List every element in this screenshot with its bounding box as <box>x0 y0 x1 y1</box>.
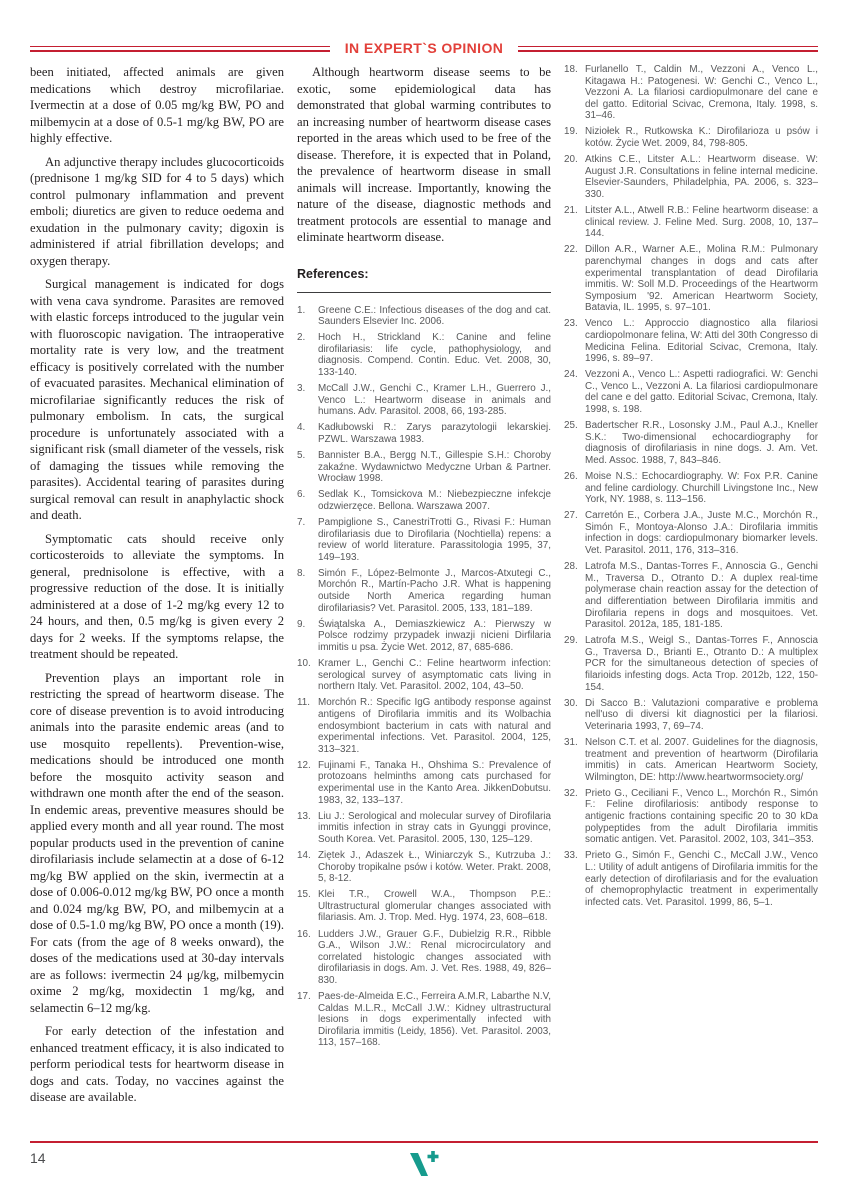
references-list-18-33 <box>564 64 818 908</box>
reference-text: Badertscher R.R., Losonsky J.M., Paul A.J., Kneller S.K.: Two-dimensional echocardiography for diagnosis of dirofilariasis in nine dogs. J. Am. Vet. Med. Assoc. 1988, 7, 843–846. <box>585 420 818 466</box>
reference-item <box>564 420 818 466</box>
reference-item <box>564 318 818 364</box>
reference-number: 8. <box>297 567 306 579</box>
reference-number: 1. <box>297 304 306 316</box>
reference-text: Fujinami F., Tanaka H., Ohshima S.: Prevalence of protozoans helminths among cats purchased for experimental use in the Kanto Area. JikkenDobutsu. 1983, 32, 133–137. <box>318 759 551 806</box>
references-rule <box>297 292 551 293</box>
reference-text: Dillon A.R., Warner A.E., Molina R.M.: Pulmonary parenchymal changes in dogs and cats after experimental transplantation of dead Dirofilaria immitis. W: Soll M.D. Proceedings of the Heartworm Symposium '92. American Heartworm Society, Batavia, IL. 1995, s. 97–101. <box>585 244 818 314</box>
reference-text: Latrofa M.S., Dantas-Torres F., Annoscia G., Genchi M., Traversa D., Otranto D.: A duplex real-time polymerase chain reaction assay for the detection of and differentiation between Dirofilaria immitis and Dirofilaria repens in dogs and mosquitoes. Vet. Parasitol. 2012a, 185, 181-185. <box>585 561 818 631</box>
reference-number: 21. <box>564 205 578 217</box>
reference-number: 12. <box>297 759 311 771</box>
reference-number: 7. <box>297 517 306 528</box>
reference-number: 11. <box>297 697 310 709</box>
reference-number: 10. <box>297 658 311 670</box>
reference-number: 27. <box>564 510 578 522</box>
reference-text: Hoch H., Strickland K.: Canine and feline dirofilariasis: life cycle, pathophysiology, and diagnosis. Compend. Contin. Educ. Vet. 2008, 30, 133-140. <box>318 332 551 378</box>
reference-number: 4. <box>297 422 306 434</box>
reference-item <box>564 126 818 149</box>
reference-text: Di Sacco B.: Valutazioni comparative e problema nell'uso di diversi kit diagnostici per la filariosi. Veterinaria 1993, 7, 69–74. <box>585 697 818 732</box>
reference-number: 23. <box>564 318 578 330</box>
reference-text: Klei T.R., Crowell W.A., Thompson P.E.: Ultrastructural glomerular changes associated with filariasis. Am. J. Trop. Med. Hyg. 1974, 23, 608–618. <box>318 889 551 924</box>
text-column-left <box>30 64 284 1140</box>
body-paragraph: Surgical management is indicated for dogs with vena cava syndrome. Parasites are removed with elastic forceps introduced to the jugular vein with fluoroscopic navigation. The intraoperative mortality rate is very low, and the treatment efficacy is positively correlated with the number of evacuated parasites. Mechanical elimination of microfilariae significantly reduces the risk of pulmonary embolism. In cats, the surgical procedure is unfortunately associated with a significant risk (small diameter of the vessels, risk of damaging the tissues while removing the parasites). Accidental tearing of parasites during surgical removal can result in anaphylactic shock and death. <box>30 277 284 522</box>
reference-item <box>297 811 551 846</box>
reference-number: 26. <box>564 471 578 482</box>
reference-number: 14. <box>297 849 311 861</box>
references-heading: References: <box>297 266 369 281</box>
body-paragraph: An adjunctive therapy includes glucocorticoids (prednisone 1 mg/kg SID for 4 to 5 days) which control pulmonary inflammation and prevent emboli; diuretics are given to reduce oedema and exudation in the pulmonary cavity; digoxin is administered if atrial fibrillation develops; and oxygen therapy. <box>30 154 284 268</box>
reference-text: Morchón R.: Specific IgG antibody response against antigens of Dirofilaria immitis and its Wolbachia endosymbiont bacterium in cats with natural and experimental infections. Vet. Parasitol. 2004, 125, 313–321. <box>318 697 551 755</box>
reference-item <box>564 369 818 415</box>
reference-item <box>297 422 551 445</box>
reference-number: 33. <box>564 850 578 862</box>
reference-text: Paes-de-Almeida E.C., Ferreira A.M.R, Labarthe N.V, Caldas M.L.R., McCall J.W.: Kidney ultrastructural lesions in dogs experimentally infected with Dirofilaria immitis (Leidy, 1856). Vet. Parasitol. 2003, 113, 157–168. <box>318 990 551 1049</box>
references-list-1-17 <box>297 305 551 1049</box>
reference-text: Venco L.: Approccio diagnostico alla filariosi cardiopolmonare felina, W: Atti del 30th Congresso di Medicina Felina. Editorial Scivac, Cremona, Italy. 1996, s. 89–97. <box>585 318 818 365</box>
reference-item <box>564 154 818 200</box>
reference-text: McCall J.W., Genchi C., Kramer L.H., Guerrero J., Venco L.: Heartworm disease in animals and humans. Adv. Parasitol. 2008, 66, 193-285. <box>318 383 551 418</box>
reference-item <box>564 64 818 122</box>
reference-text: Kramer L., Genchi C.: Feline heartworm infection: serological survey of asymptomatic cats living in northern Italy. Vet. Parasitol. 2002, 104, 43–50. <box>318 658 551 693</box>
reference-item <box>297 991 551 1049</box>
reference-item <box>564 737 818 783</box>
reference-number: 16. <box>297 928 311 940</box>
reference-text: Furlanello T., Caldin M., Vezzoni A., Venco L., Kitagawa H.: Patogenesi. W: Genchi C., Venco L., Vezzoni A. La filariosi cardiopulmonare del cane e del gatto. Editorial Scivac, Cremona, Italy. 1998, s. 31–46. <box>585 64 818 122</box>
section-header <box>30 41 818 57</box>
intro-paragraph: Although heartworm disease seems to be exotic, some epidemiological data has demonstrated that global warming contributes to an increasing number of heartworm disease cases reported in the areas which used to be free of the disease. Therefore, it is expected that in Poland, the prevalence of heartworm disease in small animals will increase. Importantly, knowing the nature of the disease, diagnostic methods and treatment protocols are essential to manage and eliminate heartworm disease. <box>297 65 551 244</box>
section-title: IN EXPERT`S OPINION <box>344 40 504 56</box>
reference-number: 13. <box>297 810 311 822</box>
reference-text: Nelson C.T. et al. 2007. Guidelines for the diagnosis, treatment and prevention of heartworm (Dirofilaria immitis) in cats. American Heartworm Society, Wilmington, DE: http://www.heartwormsociety.org/ <box>585 736 818 783</box>
header-rule-right <box>518 46 818 52</box>
reference-item <box>297 619 551 654</box>
text-column-right <box>564 64 818 1140</box>
reference-item <box>564 471 818 506</box>
reference-item <box>297 383 551 418</box>
body-paragraph: been initiated, affected animals are given medications which destroy microfilariae. Ivermectin at a dose of 0.05 mg/kg BW, PO and milbemycin at a dose of 0.5-1 mg/kg BW, PO are highly effective. <box>30 65 284 145</box>
reference-item <box>564 635 818 693</box>
v-plus-logo-icon <box>407 1149 441 1179</box>
reference-item <box>297 450 551 485</box>
reference-number: 17. <box>297 990 311 1002</box>
reference-number: 28. <box>564 561 578 573</box>
reference-number: 20. <box>564 154 578 166</box>
reference-item <box>297 697 551 755</box>
page-number: 14 <box>30 1150 46 1166</box>
reference-number: 9. <box>297 618 306 630</box>
footer-rule <box>30 1141 818 1143</box>
reference-item <box>564 698 818 733</box>
body-paragraph: For early detection of the infestation and enhanced treatment efficacy, it is also indicated to perform periodical tests for heartworm disease in dogs and cats. Today, no vaccines against the disease are available. <box>30 1024 284 1104</box>
reference-number: 22. <box>564 244 578 256</box>
reference-text: Kadłubowski R.: Zarys parazytologii lekarskiej. PZWL. Warszawa 1983. <box>318 422 551 445</box>
reference-text: Prieto G., Ceciliani F., Venco L., Morchón R., Simón F.: Feline dirofilariosis: antibody response to antigenic fractions containing specific 20 to 30 kDa polypeptides from the adult Dirofilaria immitis somatic antigen. Vet. Parasitol. 2002, 103, 341–353. <box>585 787 818 846</box>
reference-number: 24. <box>564 369 578 381</box>
reference-text: Ludders J.W., Grauer G.F., Dubielzig R.R., Ribble G.A., Wilson J.W.: Renal microcirculatory and correlated histologic changes associated with dirofilariasis in dogs. Am. J. Vet. Res. 1988, 49, 826–830. <box>318 928 551 986</box>
reference-number: 3. <box>297 383 306 395</box>
reference-number: 31. <box>564 736 578 748</box>
reference-item <box>564 510 818 556</box>
reference-number: 29. <box>564 635 578 647</box>
reference-text: Liu J.: Serological and molecular survey of Dirofilaria immitis infection in stray cats in Gyunggi province, South Korea. Vet. Parasitol. 2005, 130, 125–129. <box>318 810 551 845</box>
reference-text: Vezzoni A., Venco L.: Aspetti radiografici. W: Genchi C., Venco L., Vezzoni A. La filariosi cardiopulmonare del cane e del gatto. Editorial Scivac, Cremona, Italy. 1998, s. 198. <box>585 369 818 416</box>
reference-number: 32. <box>564 787 578 799</box>
reference-item <box>297 929 551 987</box>
reference-text: Niziołek R., Rutkowska K.: Dirofilarioza u psów i kotów. Życie Wet. 2009, 84, 798-805. <box>585 126 818 150</box>
reference-text: Prieto G., Simón F., Genchi C., McCall J.W., Venco L.: Utility of adult antigens of Dirofilaria immitis for the early detection of dirofilariasis and for the evaluation of chemoprophylactic treatment in experimentally infected cats. Vet. Parasitol. 1999, 86, 5–1. <box>585 850 818 908</box>
reference-number: 25. <box>564 420 578 432</box>
reference-text: Latrofa M.S., Weigl S., Dantas-Torres F., Annoscia G., Traversa D., Brianti E., Otranto D.: A multiplex PCR for the simultaneous detection of species of filarioids infesting dogs. Acta Trop. 2012b, 122, 150-154. <box>585 635 818 693</box>
header-rule-left <box>30 46 330 52</box>
reference-text: Atkins C.E., Litster A.L.: Heartworm disease. W: August J.R. Consultations in feline internal medicine. Elsevier-Saunders, Philadelphia, PA. 2006, s. 323–330. <box>585 154 818 200</box>
reference-text: Świątalska A., Demiaszkiewicz A.: Pierwszy w Polsce rodzimy przypadek inwazji nicieni Dirfilaria immitis u psa. Życie Wet. 2012, 87, 685-686. <box>318 618 551 653</box>
reference-text: Ziętek J., Adaszek Ł., Winiarczyk S., Kutrzuba J.: Choroby tropikalne psów i kotów. Weter. Prakt. 2008, 5, 8-12. <box>318 849 551 885</box>
reference-item <box>297 760 551 806</box>
body-paragraph: Symptomatic cats should receive only corticosteroids to alleviate the symptoms. In general, prednisolone is effective, with a progressive reduction of the dose. It is initially administered at a dose of 1-2 mg/kg every 12 to 24 hours, and then, 0.5 mg/kg is given every 2 days for 2 weeks. If the symptoms relapse, the treatment should be repeated. <box>30 531 284 661</box>
text-column-middle <box>297 64 551 1140</box>
reference-item <box>297 889 551 924</box>
reference-item <box>564 244 818 314</box>
reference-number: 6. <box>297 489 306 501</box>
reference-item <box>297 658 551 693</box>
reference-item <box>297 568 551 614</box>
body-paragraph: Prevention plays an important role in restricting the spread of heartworm disease. The core of disease prevention is to avoid introducing animals into the parasite endemic areas (and to use mosquito repellents). Prevention-wise, medications should be introduced one month before the mosquito activity season and withdrawn one month after the end of the season. In endemic areas, preventive measures should be applied every month and all year round. The most popular products used in the prevention of canine dirofilariasis include selamectin at a dose of 6-12 mg/kg BW applied on the skin, ivermectin at a dose of 0.006-0.012 mg/kg BW, PO once a month and 0.024 mg/kg BW, PO, and milbemycin at a dose of 0.5-1.0 mg/kg BW, PO once a month (19). For cats (from the age of 8 weeks onward), the doses of the medications used at 30-day intervals are as follows: ivermectin 24 μg/kg, milbemycin oxime 2 mg/kg, moxidectin 1 mg/kg, and selamectin 6–12 mg/kg. <box>30 670 284 1015</box>
reference-number: 5. <box>297 450 306 462</box>
reference-number: 18. <box>564 64 578 75</box>
reference-number: 2. <box>297 332 306 344</box>
reference-item <box>564 205 818 240</box>
reference-item <box>297 517 551 563</box>
reference-text: Sedlak K., Tomsickova M.: Niebezpieczne infekcje odzwierzęce. Bellona. Warszawa 2007. <box>318 489 551 512</box>
publisher-logo <box>407 1149 441 1179</box>
reference-text: Litster A.L., Atwell R.B.: Feline heartworm disease: a clinical review. J. Feline Med. Surg. 2008, 10, 137–144. <box>585 205 818 240</box>
reference-item <box>297 332 551 378</box>
reference-item <box>297 305 551 328</box>
reference-item <box>564 788 818 846</box>
reference-text: Carretón E., Corbera J.A., Juste M.C., Morchón R., Simón F., Montoya-Alonso J.A.: Dirofilaria immitis infection in dogs: cardiopulmonary biomarker levels. Vet. Parasitol. 2011, 176, 313–316. <box>585 510 818 557</box>
reference-text: Greene C.E.: Infectious diseases of the dog and cat. Saunders Elsevier Inc. 2006. <box>318 304 551 328</box>
reference-number: 19. <box>564 126 578 138</box>
reference-item <box>564 850 818 908</box>
reference-number: 30. <box>564 697 578 709</box>
reference-item <box>297 489 551 512</box>
reference-text: Bannister B.A., Bergg N.T., Gillespie S.H.: Choroby zakaźne. Wydawnictwo Medyczne Urban & Partner. Wrocław 1998. <box>318 450 551 485</box>
page-columns <box>30 64 818 1140</box>
reference-text: Moise N.S.: Echocardiography. W: Fox P.R. Canine and feline cardiology. Churchill Livingstone Inc., New York, NY. 1988, s. 113–156. <box>585 471 818 506</box>
reference-text: Pampiglione S., CanestriTrotti G., Rivasi F.: Human dirofilariasis due to Dirofilaria (Nochtiella) repens: a review of world literature. Parassitologia 1995, 37, 149–193. <box>318 517 551 563</box>
reference-number: 15. <box>297 889 311 901</box>
reference-item <box>564 561 818 631</box>
reference-text: Simón F., López-Belmonte J., Marcos-Atxutegi C., Morchón R., Martín-Pacho J.R. What is happening outside North America regarding human dirofilariasis? Vet. Parasitol. 2005, 133, 181–189. <box>318 567 551 614</box>
reference-item <box>297 850 551 885</box>
